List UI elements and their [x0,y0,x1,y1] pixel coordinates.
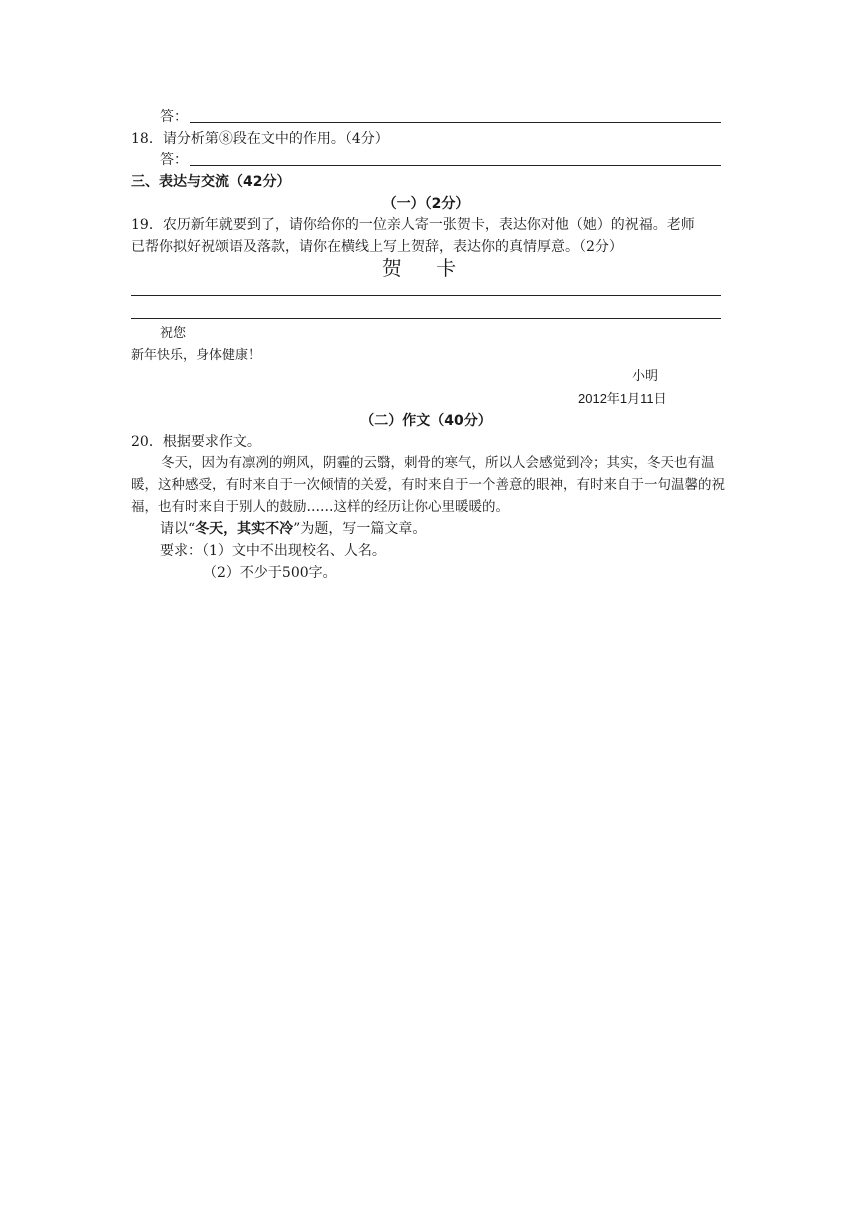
q17-answer-line[interactable] [190,122,721,123]
card-blank-line-1[interactable] [131,295,721,296]
part2-heading: （二）作文（40分） [360,413,492,429]
card-wish: 新年快乐，身体健康！ [131,348,262,363]
q17-answer-label: 答： [160,109,188,125]
section3-heading: 三、表达与交流（42分） [131,174,291,190]
q18-answer-label: 答： [160,152,188,168]
q19-line2: 已帮你拟好祝颂语及落款，请你在横线上写上贺辞，表达你的真情厚意。（2分） [131,239,623,255]
q20-title-pre: 请以“ [160,521,196,537]
q18-answer-line[interactable] [190,165,721,166]
q20-title-post: ”为题，写一篇文章。 [293,521,427,537]
q18-question: 18．请分析第⑧段在文中的作用。（4分） [131,131,389,147]
q20-prompt: 冬天，因为有凛冽的朔风，阴霾的云翳，刺骨的寒气，所以人会感觉到冷；其实，冬天也有温暖，这种感受，有时来自于一次倾情的关爱，有时来自于一个善意的眼神，有时来自于一句温馨的祝福，也有时来自于别人的鼓励……这样的经历让你心里暖暖的。 [131,455,725,515]
q19-line1: 19．农历新年就要到了，请你给你的一位亲人寄一张贺卡，表达你对他（她）的祝福。老师 [131,217,695,233]
q20-essay-title: 冬天，其实不冷 [195,521,294,537]
q20-title-instruction [160,520,426,538]
card-signature: 小明 [632,369,659,384]
card-blank-line-2[interactable] [131,318,721,319]
part1-heading: （一）（2分） [382,196,470,212]
q20-question: 20．根据要求作文。 [131,434,261,450]
card-date: 2012年1月11日 [578,391,667,406]
card-greeting: 祝您 [160,326,187,341]
q20-requirement-2: （2）不少于500字。 [203,565,337,581]
card-title: 贺 卡 [381,256,471,280]
q20-requirement-1: 要求：（1）文中不出现校名、人名。 [160,543,386,559]
